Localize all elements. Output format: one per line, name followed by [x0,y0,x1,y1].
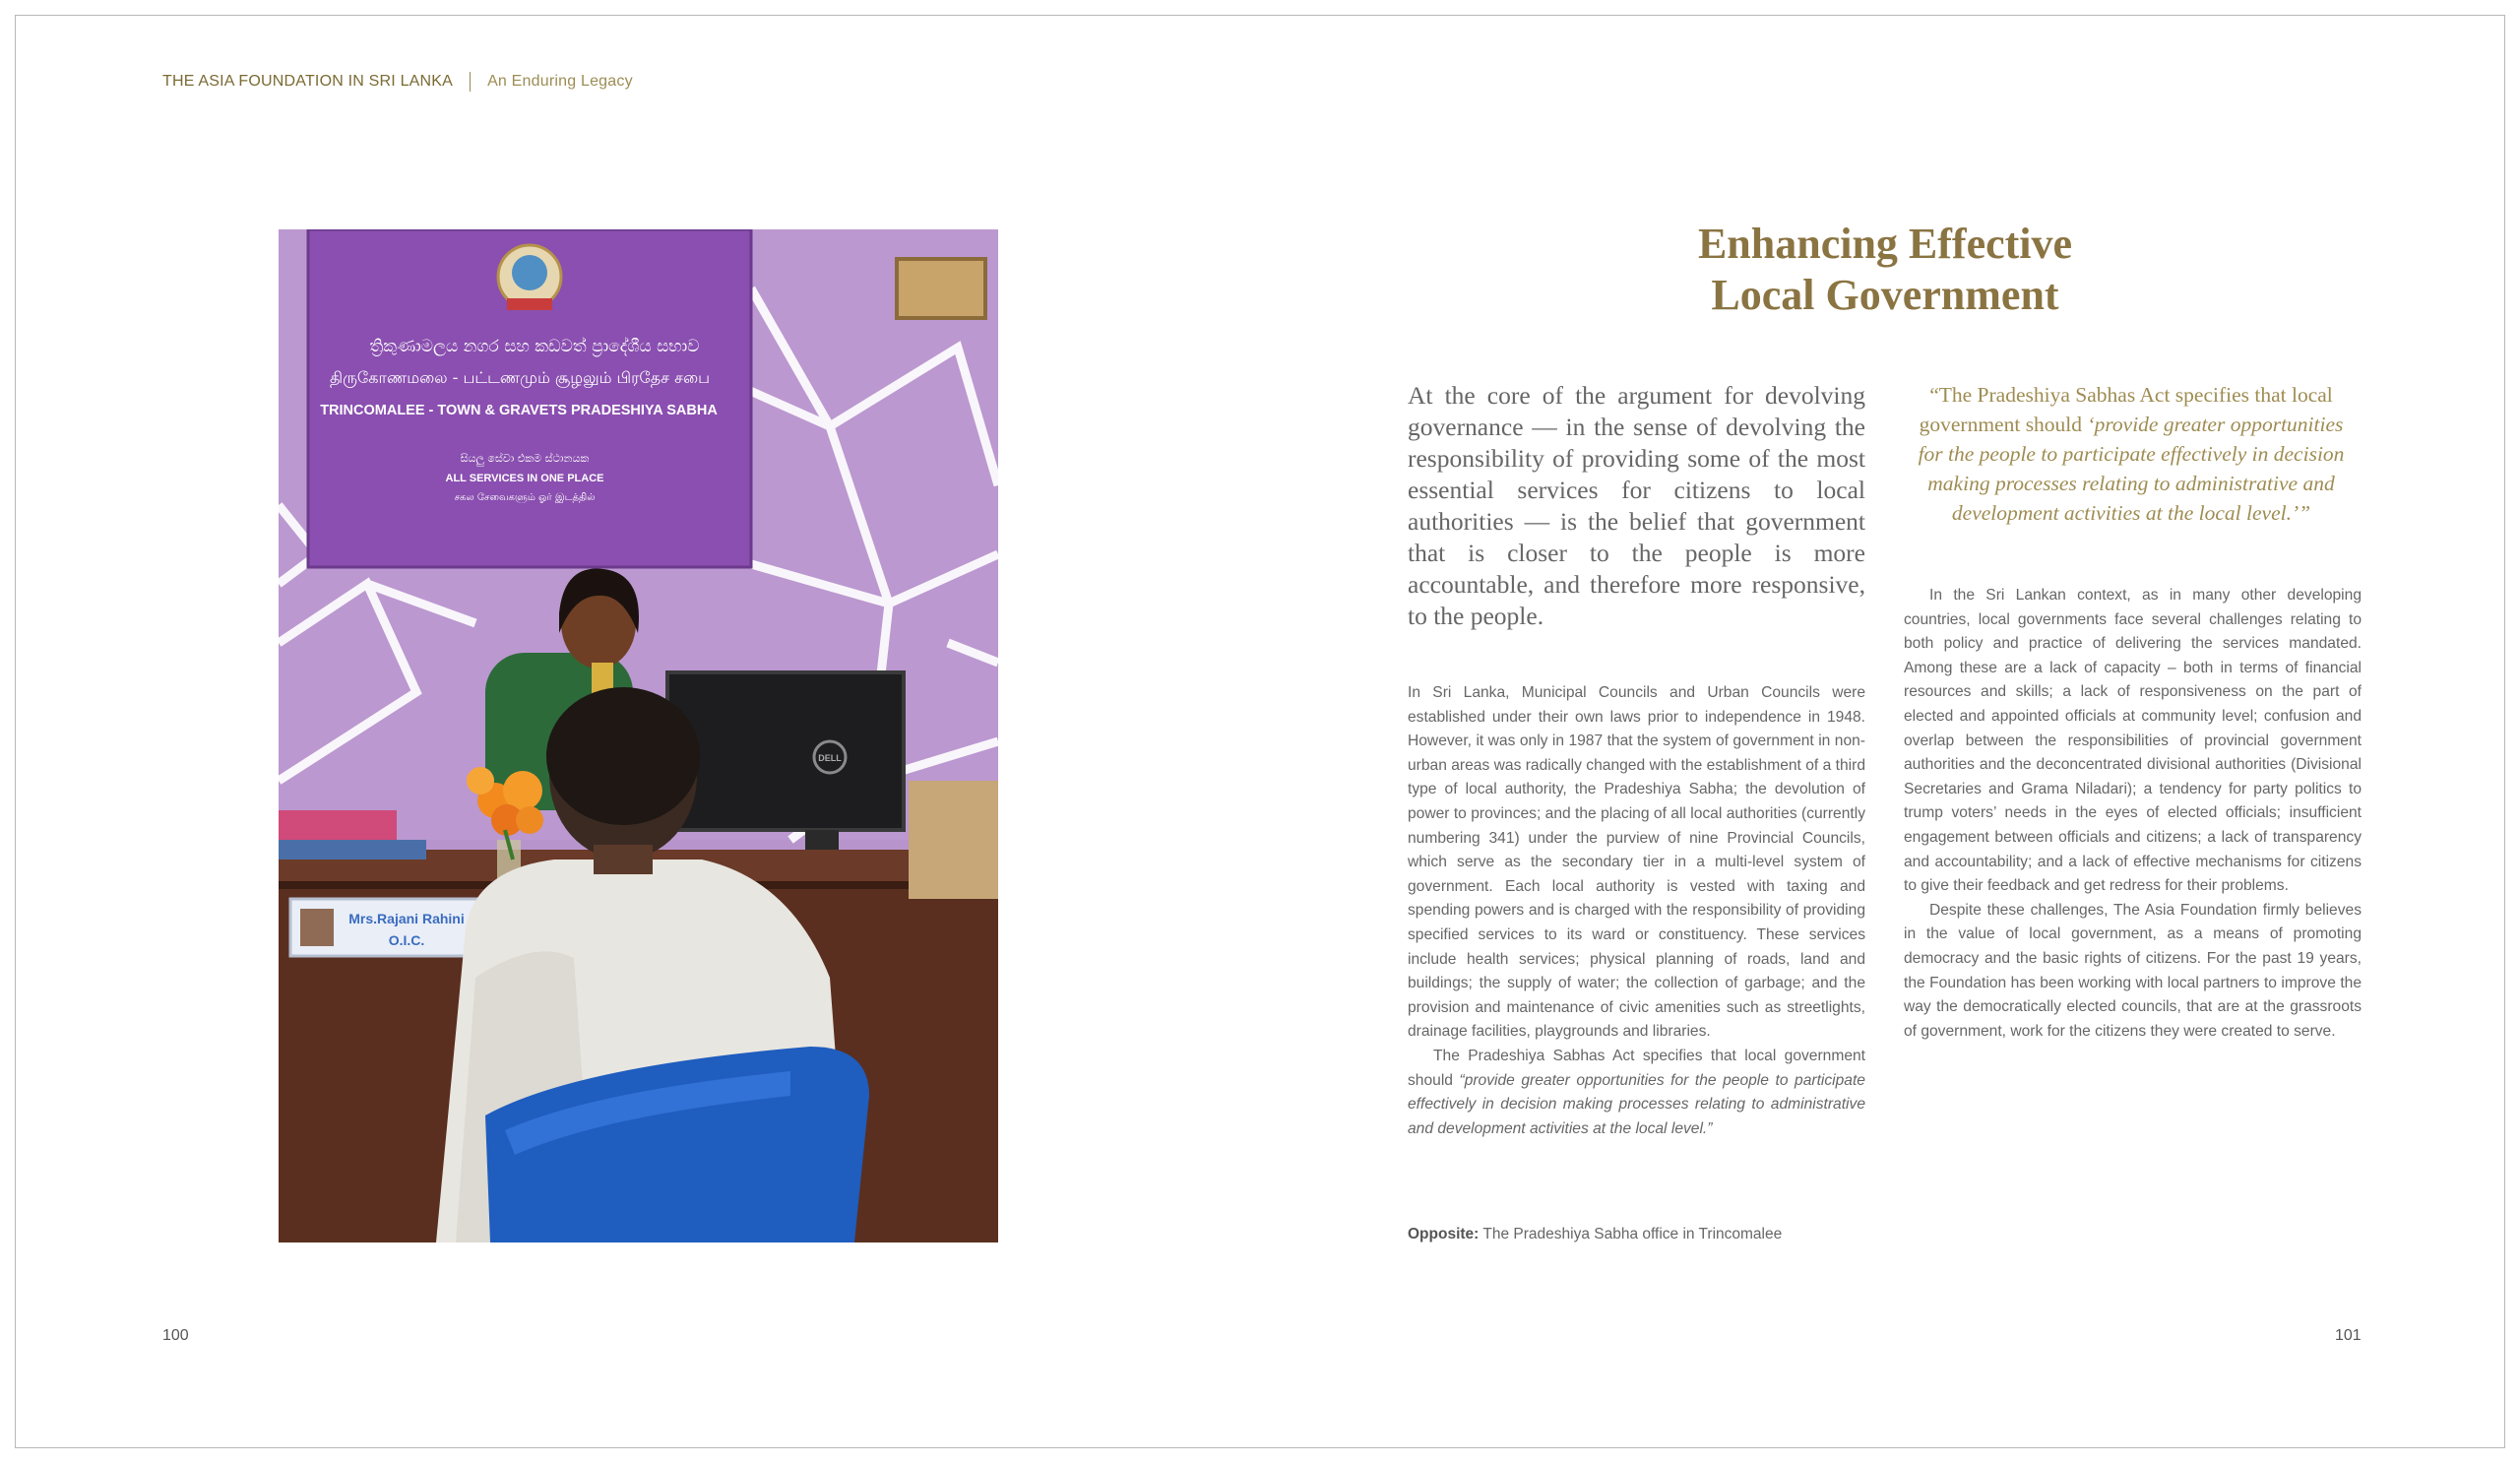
body-column-right [1904,584,2362,1044]
running-head-subtitle: An Enduring Legacy [487,73,633,90]
body-left-paragraph-2 [1408,1045,1865,1141]
pull-quote-italic: ‘provide greater opportunities for the people to participate effectively in decision making processes relating to administrative and development activities at the local level.’” [1918,413,2345,525]
photo-caption [1408,1226,1782,1243]
body-column-left [1408,681,1865,1141]
sign-services-tamil: சகல சேவைகளும் ஓர் இடத்தில் [454,492,596,503]
running-head-organization: THE ASIA FOUNDATION IN SRI LANKA [162,73,454,90]
running-head-divider [470,72,471,92]
pull-quote-plain: “The Pradeshiya Sabhas Act specifies that local government should [1919,383,2333,436]
sign-line-sinhala: ත්‍රිකුණාමලය නගර සහ කඩවත් ප්‍රාදේශීය සභාව [369,337,700,356]
body-right-paragraph-1: In the Sri Lankan context, as in many other developing countries, local governments face several challenges relating to both policy and practice of delivering the services mandated. Among these are a lack of capacity – both in terms of financial resources and skills; a lack of responsiveness on the part of elected and appointed officials at community level; confusion and overlap between the responsibilities of provincial government authorities and the deconcentrated divisional authorities (Divisional Secretaries and Grama Niladari); a tendency for party politics to trump voters’ needs in the eyes of elected officials; insufficient engagement between officials and citizens; a lack of transparency and accountability; and a lack of effective mechanisms for citizens to give their feedback and get redress for their problems. [1904,587,2362,895]
body-left-paragraph-2-italic: “provide greater opportunities for the people to participate effectively in decision making processes relating to administrative and development activities at the local level.” [1408,1071,1865,1137]
running-head [162,72,633,92]
sign-services-english: ALL SERVICES IN ONE PLACE [445,473,604,484]
nameplate-title: O.I.C. [388,932,425,948]
sign-line-english: TRINCOMALEE - TOWN & GRAVETS PRADESHIYA SABHA [320,403,718,418]
wall-frame [897,259,985,318]
page-number-left: 100 [162,1327,189,1344]
sign-services-sinhala: සියලු සේවා එකම ස්ථානයක [460,452,590,465]
body-left-paragraph-2-plain: The Pradeshiya Sabhas Act specifies that local government should [1408,1047,1865,1089]
caption-label: Opposite: [1408,1226,1480,1242]
body-left-paragraph-1: In Sri Lanka, Municipal Councils and Urban Councils were established under their own laws prior to independence in 1948. However, it was only in 1987 that the system of government in non-urban areas was radically changed with the establishment of a third type of local authority, the Pradeshiya Sabha; the devolution of power to provinces; and the placing of all local authorities (currently numbering 341) under the purview of nine Provincial Councils, which serve as the secondary tier in a multi-level system of government. Each local authority is vested with taxing and spending powers and is charged with the responsibility of providing specified services to its ward or constituency. These services include health services; physical planning of roads, land and buildings; the supply of water; the collection of garbage; and the provision and maintenance of civic amenities such as streetlights, drainage facilities, playgrounds and libraries. [1408,684,1865,1041]
caption-text: The Pradeshiya Sabha office in Trincomalee [1482,1226,1783,1242]
pull-quote [1905,380,2358,528]
nameplate [290,899,492,956]
body-right-paragraph-2: Despite these challenges, The Asia Foundation firmly believes in the value of local government, as a means of promoting democracy and the basic rights of citizens. For the past 19 years, the Foundation has been working with local partners to improve the way the democratically elected councils, that are at the grassroots of government, work for the citizens they were created to serve. [1904,901,2362,1040]
office-photo [279,229,998,1242]
sign-line-tamil: திருகோணமலை - பட்டணமும் சூழலும் பிரதேச சபை [329,368,711,387]
lead-paragraph: At the core of the argument for devolving governance — in the sense of devolving the responsibility of providing some of the most essential services for citizens to local authorities — is the belief that government that is closer to the people is more accountable, and therefore more responsive, to the people. [1408,381,1865,630]
page-title [1614,219,2156,321]
page-number-right: 101 [2335,1327,2362,1344]
office-photo-illustration [279,229,998,1242]
nameplate-name: Mrs.Rajani Rahini [348,911,465,926]
page-title-line-2: Local Government [1711,271,2059,319]
monitor-brand: DELL [818,753,842,763]
page-title-line-1: Enhancing Effective [1697,220,2073,268]
